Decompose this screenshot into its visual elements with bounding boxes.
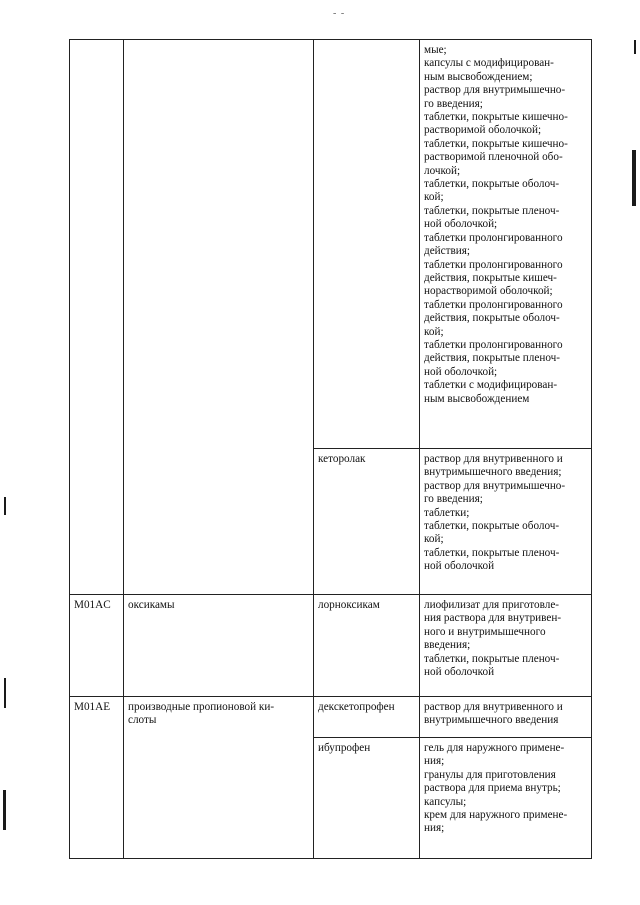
form-line: капсулы; [424,795,467,808]
form-line: ного и внутримышечного [424,625,546,638]
form-line: внутримышечного введения; [424,466,562,479]
group-line: производные пропионовой ки- [128,701,275,713]
scan-edge-mark [4,678,6,708]
table-row [70,40,592,449]
form-line: мые; [424,44,447,56]
form-line: таблетки пролонгированного [424,298,563,311]
group-line: слоты [128,714,157,727]
form-line: таблетки, покрытые кишечно- [424,137,568,150]
form-line: ной оболочкой [424,666,495,679]
form-line: раствор для внутримышечно- [424,84,566,97]
form-line: действия, покрытые оболоч- [424,312,560,325]
form-line: таблетки, покрытые кишечно- [424,111,568,124]
forms-cell [420,595,592,697]
form-line: раствора для приема внутрь; [424,782,561,795]
form-line: капсулы с модифицирован- [424,57,554,70]
form-line: ной оболочкой [424,560,495,573]
form-line: растворимой пленочной обо- [424,151,563,164]
forms-cell [420,697,592,738]
forms-cell [420,449,592,595]
form-line: таблетки пролонгированного [424,231,563,244]
forms-cell [420,738,592,859]
table-row [70,595,592,697]
form-line: таблетки, покрытые пленоч- [424,546,560,559]
form-line: раствор для внутривенного и [424,701,563,713]
form-line: введения; [424,639,471,652]
scan-edge-mark [4,497,6,515]
form-line: крем для наружного примене- [424,809,568,822]
page-mark: - - [333,8,346,19]
form-line: таблетки, покрытые оболоч- [424,178,560,191]
form-line: кой; [424,191,444,204]
atc-code-cell [70,40,124,595]
form-line: действия, покрытые кишеч- [424,271,557,284]
form-line: таблетки, покрытые оболоч- [424,520,560,533]
form-line: го введения; [424,493,483,506]
atc-code-cell: M01AE [70,697,124,859]
form-line: лиофилизат для приготовле- [424,599,560,611]
form-line: растворимой оболочкой; [424,124,542,137]
form-line: внутримышечного введения [424,714,559,727]
form-line: гранулы для приготовления [424,768,556,781]
form-line: раствор для внутривенного и [424,453,563,465]
form-line: ния; [424,822,445,835]
form-line: таблетки пролонгированного [424,258,563,271]
forms-cell [420,40,592,449]
scan-edge-mark [3,790,6,830]
form-line: действия, покрытые пленоч- [424,352,560,365]
form-line: лочкой; [424,164,461,177]
form-line: ным высвобождением [424,392,530,405]
scan-edge-mark [634,40,636,54]
group-cell [124,697,314,859]
form-line: ния; [424,755,445,768]
form-line: действия; [424,245,471,258]
table-row [70,697,592,738]
drug-cell [314,40,420,449]
atc-code-cell: M01AC [70,595,124,697]
form-line: кой; [424,533,444,546]
drug-cell: ибупрофен [314,738,420,859]
form-line: ной оболочкой; [424,218,498,231]
form-line: го введения; [424,97,483,110]
drug-cell: кеторолак [314,449,420,595]
group-cell [124,40,314,595]
drug-cell: декскетопрофен [314,697,420,738]
scan-edge-mark [632,150,636,206]
form-line: ния раствора для внутривен- [424,612,562,625]
form-line: ной оболочкой; [424,365,498,378]
form-line: кой; [424,325,444,338]
drug-table [69,39,592,859]
form-line: норастворимой оболочкой; [424,285,553,298]
form-line: таблетки, покрытые пленоч- [424,204,560,217]
form-line: таблетки с модифицирован- [424,379,558,392]
form-line: таблетки; [424,506,470,519]
form-line: таблетки пролонгированного [424,338,563,351]
form-line: ным высвобождением; [424,70,533,83]
form-line: гель для наружного примене- [424,742,565,754]
drug-cell: лорноксикам [314,595,420,697]
form-line: таблетки, покрытые пленоч- [424,652,560,665]
form-line: раствор для внутримышечно- [424,479,566,492]
group-cell: оксикамы [124,595,314,697]
